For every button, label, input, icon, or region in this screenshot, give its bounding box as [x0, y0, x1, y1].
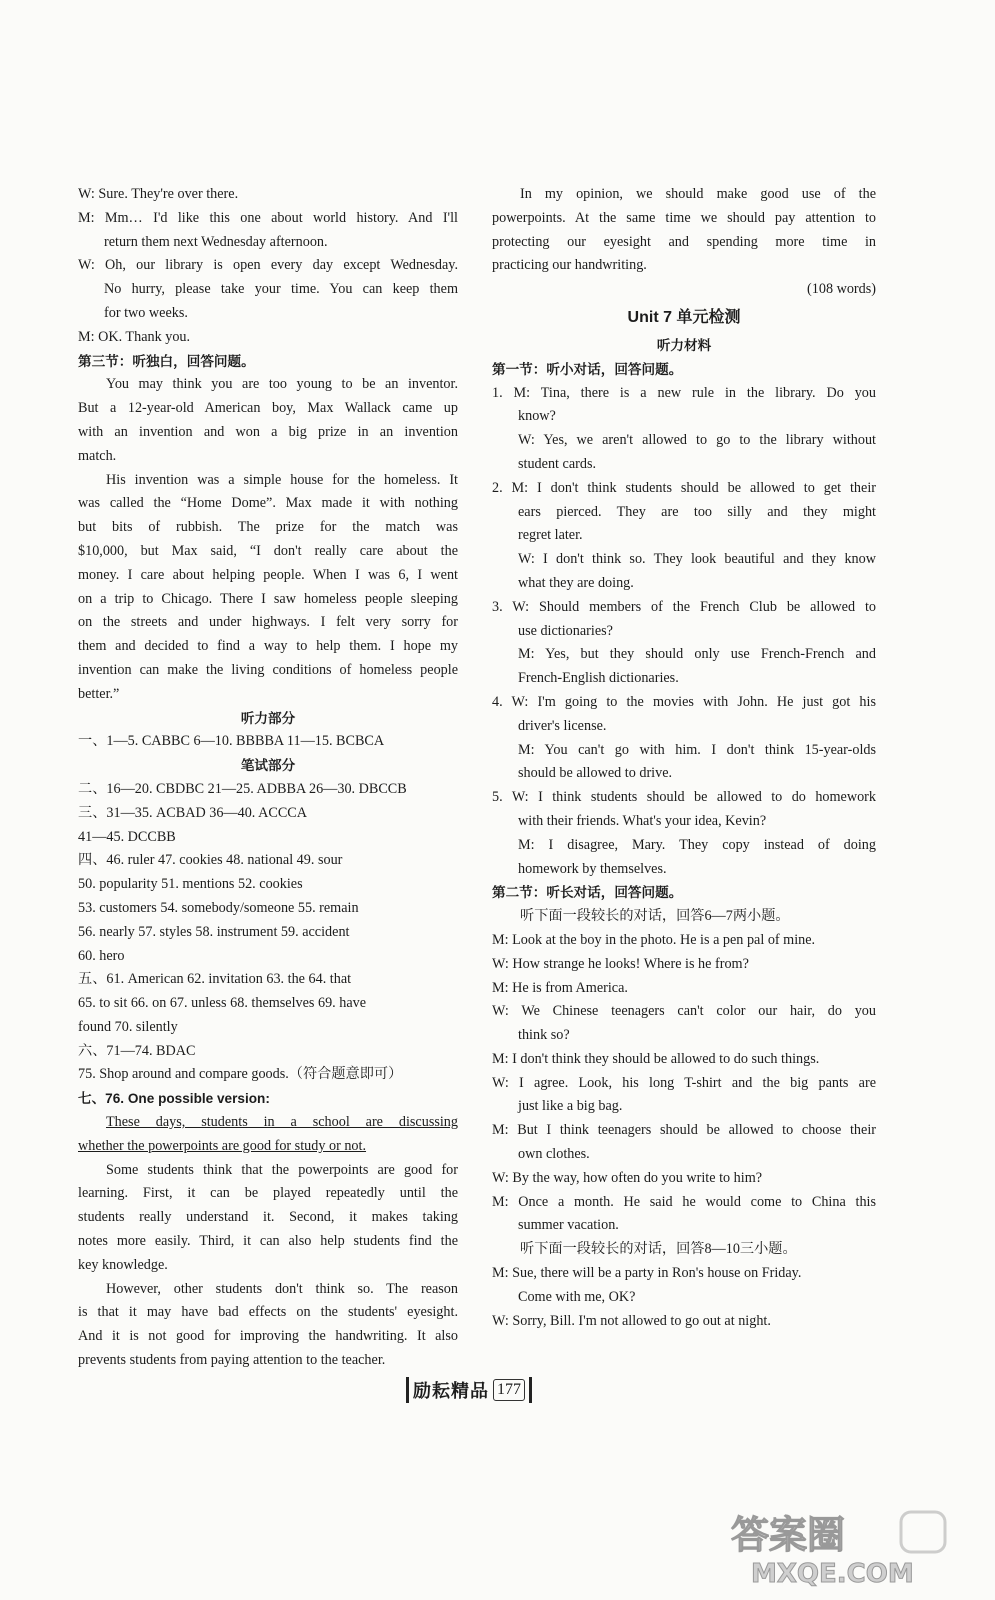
text-line: homework by themselves.: [518, 860, 667, 877]
text-line: 第二节：听长对话，回答问题。: [492, 885, 683, 901]
text-line: return them next Wednesday afternoon.: [104, 233, 328, 250]
footer-brand: 励耘精品: [413, 1381, 489, 1401]
text-line: 听力材料: [656, 337, 712, 353]
text-line: 2. M: I don't think students should be allowed to get their: [492, 479, 876, 496]
text-line: 七、76. One possible version:: [78, 1091, 270, 1107]
text-line: invention can make the living conditions of homeless people: [78, 661, 458, 678]
text-line: with an invention and won a big prize in an invention: [78, 423, 458, 440]
text-line: what they are doing.: [518, 574, 634, 591]
text-line: 第三节：听独白，回答问题。: [78, 353, 255, 369]
text-line: Come with me, OK?: [518, 1288, 636, 1305]
text-line: His invention was a simple house for the homeless. It: [106, 471, 458, 488]
text-line: M: But I think teenagers should be allowed to choose their: [492, 1122, 876, 1139]
text-line: whether the powerpoints are good for study or not.: [78, 1137, 367, 1154]
text-line: 65. to sit 66. on 67. unless 68. themselves 69. have: [78, 995, 367, 1012]
text-line: prevents students from paying attention to the teacher.: [78, 1352, 386, 1369]
text-line: students really understand it. Second, it makes taking: [78, 1209, 458, 1226]
text-line: 60. hero: [78, 947, 125, 964]
text-line: M: He is from America.: [492, 979, 628, 996]
text-line: 听力部分: [240, 710, 296, 726]
text-line: W: Oh, our library is open every day except Wednesday.: [78, 257, 458, 274]
text-line: 50. popularity 51. mentions 52. cookies: [78, 876, 303, 893]
text-line: French-English dictionaries.: [518, 670, 679, 687]
text-line: 41—45. DCCBB: [78, 828, 176, 845]
text-line: powerpoints. At the same time we should pay attention to: [492, 209, 876, 226]
text-line: is that it may have bad effects on the students' eyesight.: [78, 1304, 458, 1321]
page-footer: [398, 1375, 540, 1405]
text-line: And it is not good for improving the handwriting. It also: [78, 1328, 458, 1345]
text-line: match.: [78, 447, 117, 464]
text-line: 4. W: I'm going to the movies with John. He just got his: [492, 693, 876, 710]
text-line: W: Sure. They're over there.: [78, 186, 239, 202]
text-line: 1. M: Tina, there is a new rule in the library. Do you: [492, 384, 876, 401]
text-line: better.”: [78, 685, 120, 702]
left-column: [78, 183, 458, 1373]
text-line: 听下面一段较长的对话，回答6—7两小题。: [520, 908, 790, 925]
text-line: 五、61. American 62. invitation 63. the 64. that: [78, 971, 352, 988]
text-line: Some students think that the powerpoints are good for: [106, 1161, 458, 1178]
svg-text:MXQE.COM: MXQE.COM: [751, 1559, 914, 1588]
text-line: student cards.: [518, 455, 597, 472]
text-line: 四、46. ruler 47. cookies 48. national 49. sour: [78, 852, 343, 869]
page-number: 177: [493, 1379, 525, 1401]
text-line: M: Once a month. He said he would come to China this: [492, 1193, 876, 1210]
text-line: M: I don't think they should be allowed to do such things.: [492, 1050, 820, 1067]
text-line: M: OK. Thank you.: [78, 328, 191, 345]
text-line: 一、1—5. CABBC 6—10. BBBBA 11—15. BCBCA: [78, 733, 385, 750]
text-line: but bits of rubbish. The prize for the match was: [78, 519, 458, 536]
text-line: M: You can't go with him. I don't think 15-year-olds: [518, 741, 876, 758]
text-line: 75. Shop around and compare goods.（符合题意即可）: [78, 1066, 403, 1083]
text-line: You may think you are too young to be an inventor.: [106, 376, 458, 393]
text-line: key knowledge.: [78, 1256, 168, 1273]
text-line: 听下面一段较长的对话，回答8—10三小题。: [520, 1241, 797, 1258]
text-line: was called the “Home Dome”. Max made it with nothing: [78, 495, 458, 512]
text-line: 56. nearly 57. styles 58. instrument 59. accident: [78, 923, 350, 940]
text-line: learning. First, it can be played repeatedly until the: [78, 1185, 458, 1202]
text-line: use dictionaries?: [518, 622, 613, 639]
footer-bar-left: [406, 1377, 409, 1403]
text-line: summer vacation.: [518, 1217, 619, 1234]
text-line: (108 words): [807, 281, 876, 298]
text-line: W: By the way, how often do you write to him?: [492, 1169, 763, 1186]
text-line: protecting our eyesight and spending more time in: [492, 233, 876, 250]
text-line: them and decided to find a way to help them. I hope my: [78, 638, 458, 655]
text-line: money. I care about helping people. When I was 6, I went: [78, 566, 458, 583]
text-line: 二、16—20. CBDBC 21—25. ADBBA 26—30. DBCCB: [78, 780, 407, 797]
text-line: M: Look at the boy in the photo. He is a pen pal of mine.: [492, 931, 816, 948]
text-line: W: Sorry, Bill. I'm not allowed to go out at night.: [492, 1312, 771, 1329]
text-line: notes more easily. Third, it can also help students find the: [78, 1233, 458, 1250]
text-line: on the streets and under highways. I felt very sorry for: [78, 614, 458, 631]
text-line: found 70. silently: [78, 1018, 178, 1035]
text-line: M: I disagree, Mary. They copy instead of doing: [518, 836, 876, 853]
text-line: Unit 7 单元检测: [627, 308, 741, 326]
text-line: 5. W: I think students should be allowed to do homework: [492, 789, 876, 806]
text-line: W: I don't think so. They look beautiful and they know: [518, 551, 876, 568]
right-column: [492, 183, 876, 1333]
text-line: But a 12-year-old American boy, Max Wallack came up: [78, 400, 458, 417]
text-line: In my opinion, we should make good use of the: [520, 186, 876, 202]
text-line: 第一节：听小对话，回答问题。: [492, 361, 683, 377]
text-line: M: Sue, there will be a party in Ron's house on Friday.: [492, 1265, 802, 1282]
text-line: regret later.: [518, 527, 583, 544]
text-line: 3. W: Should members of the French Club be allowed to: [492, 598, 876, 615]
text-line: W: We Chinese teenagers can't color our hair, do you: [492, 1003, 876, 1020]
svg-text:答案圈: 答案圈: [731, 1513, 846, 1557]
text-line: W: I agree. Look, his long T-shirt and the big pants are: [492, 1074, 876, 1091]
text-line: W: How strange he looks! Where is he from?: [492, 955, 749, 972]
text-line: W: Yes, we aren't allowed to go to the library without: [518, 432, 876, 449]
text-line: $10,000, but Max said, “I don't really care about the: [78, 542, 458, 559]
text-line: 笔试部分: [240, 758, 296, 774]
text-line: know?: [518, 408, 556, 425]
text-line: ears pierced. They are too silly and they might: [518, 503, 876, 520]
text-line: However, other students don't think so. The reason: [106, 1280, 458, 1297]
text-line: 六、71—74. BDAC: [78, 1042, 196, 1059]
text-line: think so?: [518, 1027, 570, 1044]
text-line: No hurry, please take your time. You can keep them: [104, 281, 458, 298]
watermark-logo: [711, 1508, 981, 1588]
text-line: own clothes.: [518, 1146, 590, 1163]
text-line: just like a big bag.: [518, 1098, 623, 1115]
text-line: These days, students in a school are discussing: [106, 1114, 458, 1131]
text-line: practicing our handwriting.: [492, 257, 647, 274]
text-line: on a trip to Chicago. There I saw homeless people sleeping: [78, 590, 458, 607]
text-line: M: Mm… I'd like this one about world history. And I'll: [78, 209, 458, 226]
text-line: M: Yes, but they should only use French-French and: [518, 646, 876, 663]
footer-bar-right: [529, 1377, 532, 1403]
text-line: with their friends. What's your idea, Kevin?: [518, 812, 767, 829]
text-line: for two weeks.: [104, 304, 188, 321]
text-line: driver's license.: [518, 717, 607, 734]
text-line: 三、31—35. ACBAD 36—40. ACCCA: [78, 804, 307, 821]
text-line: should be allowed to drive.: [518, 765, 673, 782]
text-line: 53. customers 54. somebody/someone 55. remain: [78, 899, 359, 916]
